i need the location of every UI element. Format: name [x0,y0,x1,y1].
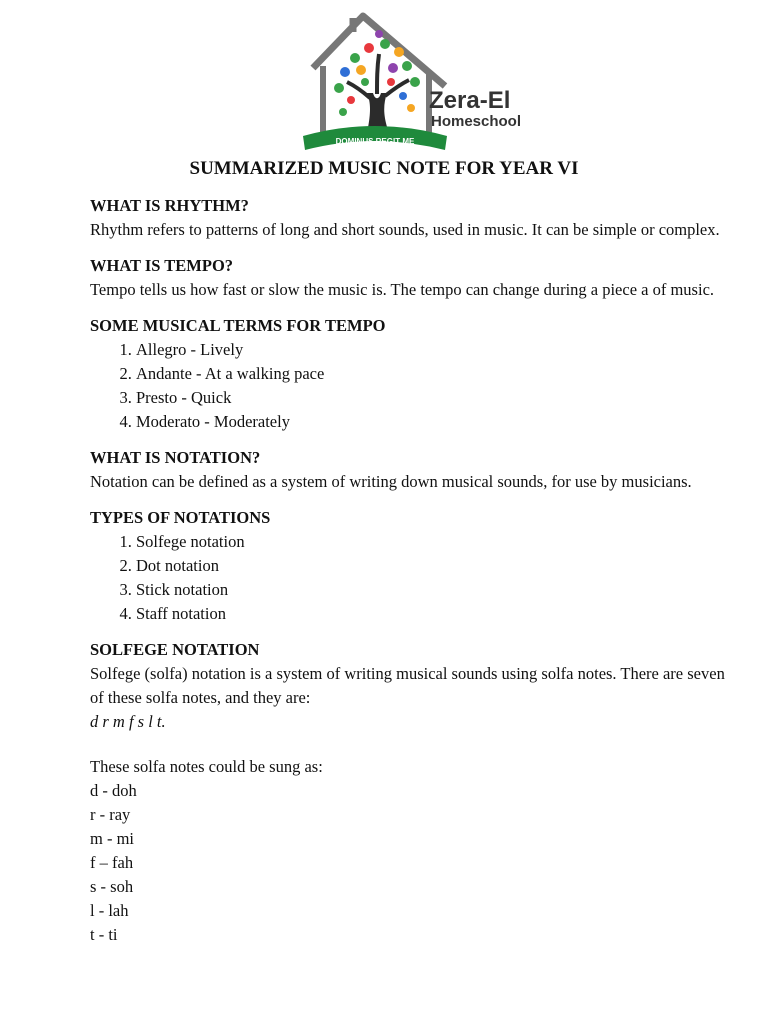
rhythm-heading: WHAT IS RHYTHM? [90,196,249,215]
tempo-terms-heading: SOME MUSICAL TERMS FOR TEMPO [90,316,386,335]
list-item: 4. Moderato - Moderately [136,410,740,434]
solfa-sung-item: r - ray [90,805,131,824]
solfa-sung-item: m - mi [90,829,134,848]
solfa-sung-item: l - lah [90,901,129,920]
list-item: 2. Dot notation [136,554,740,578]
logo-name-line2: Homeschool [431,113,522,130]
tempo-body: Tempo tells us how fast or slow the music is. The tempo can change during a piece a of music. [90,280,715,299]
notation-heading: WHAT IS NOTATION? [90,448,261,467]
page-title: SUMMARIZED MUSIC NOTE FOR YEAR VI [189,158,579,179]
solfege-body: Solfege (solfa) notation is a system of writing musical sounds using solfa notes. There are seven of these solfa notes, and they are: [90,664,725,707]
list-item: 3. Presto - Quick [136,386,740,410]
rhythm-body: Rhythm refers to patterns of long and short sounds, used in music. It can be simple or complex. [90,220,720,239]
list-item: 1. Solfege notation [136,530,740,554]
logo-graphic [295,8,545,156]
list-item: 3. Stick notation [136,578,740,602]
list-item: 2. Andante - At a walking pace [136,362,740,386]
notation-types-list [90,530,740,626]
school-logo [295,8,545,156]
logo-motto: DOMINUS REGIT ME [335,137,415,146]
solfa-notes-line: d r m f s l t. [90,712,166,731]
solfa-sung-item: t - ti [90,925,118,944]
solfa-sung-intro: These solfa notes could be sung as: [90,757,323,776]
solfa-sung-item: f – fah [90,853,134,872]
tempo-terms-list [90,338,740,434]
document-body [90,194,740,947]
logo-name-line1: Zera-El [429,87,511,114]
solfa-sung-item: d - doh [90,781,137,800]
solfa-sung-item: s - soh [90,877,134,896]
notation-body: Notation can be defined as a system of writing down musical sounds, for use by musicians. [90,472,692,491]
list-item: 1. Allegro - Lively [136,338,740,362]
list-item: 4. Staff notation [136,602,740,626]
tempo-heading: WHAT IS TEMPO? [90,256,234,275]
notation-types-heading: TYPES OF NOTATIONS [90,508,271,527]
solfege-heading: SOLFEGE NOTATION [90,640,260,659]
